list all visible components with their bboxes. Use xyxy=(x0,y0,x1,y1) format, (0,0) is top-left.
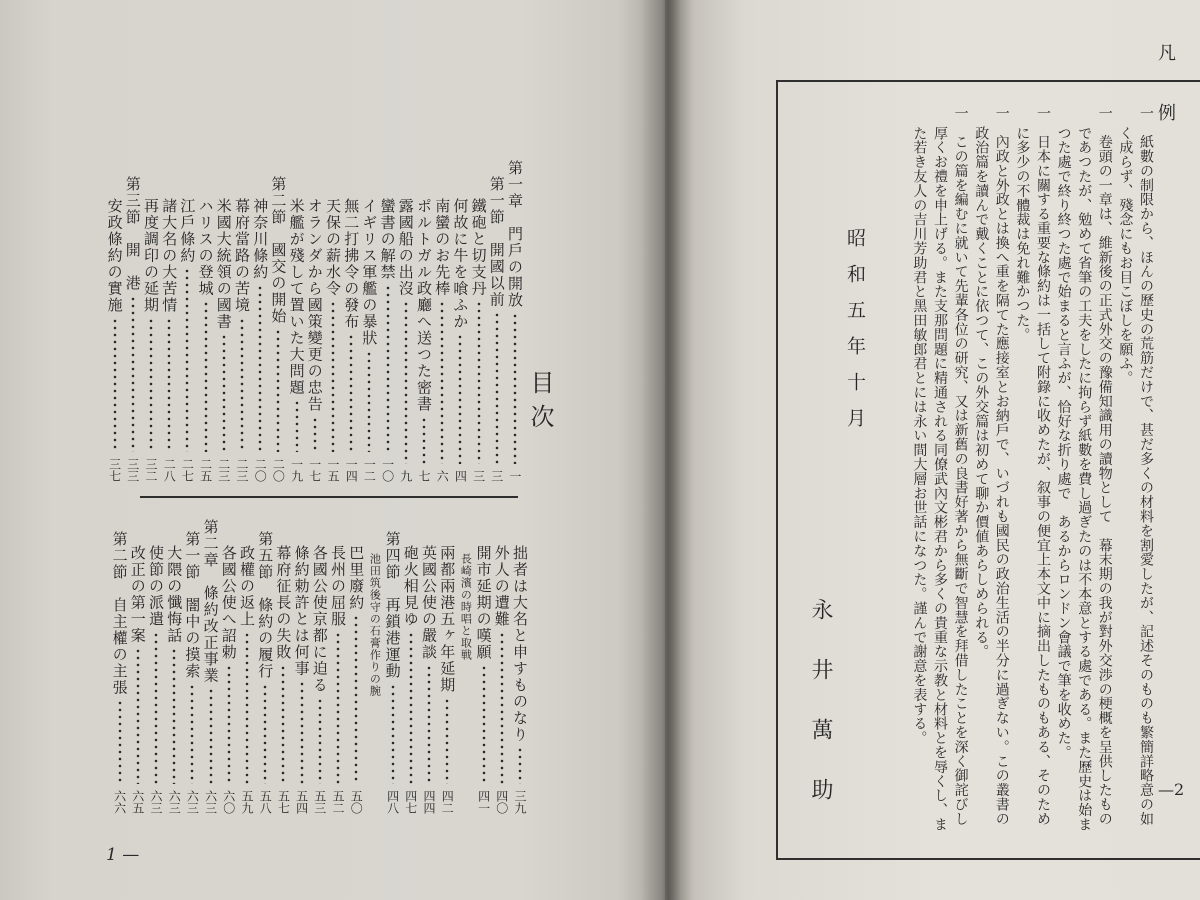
dot-leader xyxy=(263,684,267,785)
toc-entry-title: 開市延期の嘆願 xyxy=(474,545,493,661)
toc-page-number: 二〇 xyxy=(271,458,286,482)
toc-entry-title: 蠻書の解禁 xyxy=(378,198,397,281)
toc-page-number: 九 xyxy=(398,470,413,482)
toc-entry-title: 米艦が殘して置いた大問題 xyxy=(287,198,306,396)
toc-entry xyxy=(129,545,147,814)
toc-entry xyxy=(165,545,183,814)
toc-page-number: 六三 xyxy=(203,790,218,814)
toc-entry xyxy=(329,545,347,814)
toc-title: 目次 xyxy=(526,370,554,438)
toc-entry-title: 第一節 開國以前 xyxy=(487,176,506,308)
note-line: 一 この篇を編むに就いて先輩各位の研究、又は新舊の良書好著から無斷で智慧を拜借したことを深く御詫びし xyxy=(952,106,969,826)
note-line: つた處で終り終つた處で始まると言ふが、恰好な折り處で あるからロンドン會議で筆を收めた。 xyxy=(1055,126,1072,760)
dot-leader xyxy=(354,615,358,784)
note-line: 一 日本に關する重要な條約は一括して附錄に收めたが、叙事の便宜上本文中に摘出したものもある、そのため xyxy=(1035,106,1051,826)
dot-leader xyxy=(227,665,231,785)
toc-entry xyxy=(402,545,420,814)
toc-page-number: 三七 xyxy=(107,458,122,482)
toc-page-number: 二三 xyxy=(235,458,249,482)
toc-entry-title: ハリスの登城 xyxy=(196,198,215,297)
dot-leader xyxy=(409,632,413,785)
notes-body xyxy=(665,0,1200,900)
toc-entry-title: オランダから國策變更の忠告 xyxy=(305,198,324,413)
toc-entry-title: 長州の屈服 xyxy=(329,545,347,628)
note-line: であつたが、勉めて省筆の工夫をしたに拘らず紙數を費し過ぎたのは不本意とする處である。また歷史は始ま xyxy=(1076,126,1093,832)
toc-section-heading xyxy=(256,531,274,814)
dot-leader xyxy=(190,684,194,785)
note-line: 一 紙數の制限から、ほんの歷史の荒筋だけで、甚だ多くの材料を割愛したが、記述そのものも繁簡詳略意の如 xyxy=(1138,106,1154,826)
dot-leader xyxy=(427,665,431,785)
toc-note xyxy=(458,553,472,814)
toc-entry-title: 砲火相見ゆ xyxy=(401,545,420,628)
page-number: 1 — xyxy=(106,845,140,865)
toc-entry xyxy=(274,545,292,814)
dot-leader xyxy=(518,747,522,784)
toc-entry-title: 長崎濱の時唱と取戦 xyxy=(459,553,473,661)
toc-page-number: 七 xyxy=(417,470,431,482)
toc-entry-title: 改正の第一案 xyxy=(128,545,147,644)
note-line: 政治篇を讀んで戴くことに依つて、この外交篇は初めて聊か價値あらしめられる。 xyxy=(973,126,990,659)
toc-entry-title: 南蠻のお先棒 xyxy=(433,198,452,297)
toc-entry-title: 第五節 條約の履行 xyxy=(256,531,275,680)
toc-entry-title: 巴里廢約 xyxy=(347,545,366,611)
toc-entry xyxy=(511,545,529,814)
toc-page-number: 六三 xyxy=(167,790,182,814)
toc-entry-title: 各國公使京都に迫る xyxy=(310,545,329,694)
dot-leader xyxy=(118,700,122,784)
toc-page-number: 五三 xyxy=(312,790,327,814)
toc-page-number: 六〇 xyxy=(221,790,236,814)
dot-leader xyxy=(445,698,449,785)
toc-entry xyxy=(220,545,238,814)
toc-page-number: 四四 xyxy=(422,790,436,814)
toc-entry-title: 神奈川條約 xyxy=(251,198,270,281)
toc-page-number: 五九 xyxy=(240,790,254,814)
toc-page-number: 五四 xyxy=(294,790,309,814)
toc-entry xyxy=(475,545,493,814)
toc-entry-title: 天保の薪水令 xyxy=(324,198,342,297)
toc-entry-title: イギリス軍艦の暴狀 xyxy=(360,198,379,347)
dot-leader xyxy=(318,698,322,785)
toc-page-number: 五七 xyxy=(276,790,291,814)
dot-leader xyxy=(500,632,504,785)
toc-page-number: 二八 xyxy=(162,458,177,482)
toc-page-number: 二五 xyxy=(198,458,213,482)
preface-date: 昭和五年十月 xyxy=(844,228,866,444)
dot-leader xyxy=(209,688,213,784)
toc-page-number: 六六 xyxy=(112,790,127,814)
toc-entry xyxy=(311,545,329,814)
toc-entry-title: 政權の返上 xyxy=(238,545,256,628)
toc-page-number: 六三 xyxy=(185,790,200,814)
toc-entry-title: 鐵砲と切支丹 xyxy=(469,198,488,297)
toc-page-number: 六 xyxy=(435,470,450,482)
toc-entry-title: 兩都兩港五ヶ年延期 xyxy=(438,545,457,694)
note-line: に多少の不體裁は免れ難かつた。 xyxy=(1014,126,1031,342)
toc-page-number: 一五 xyxy=(326,458,340,482)
toc-page-number: 二七 xyxy=(180,458,195,482)
notes-heading: 凡例 xyxy=(1155,43,1176,163)
toc-page-number: 三 xyxy=(489,470,504,482)
toc-entry-title: 安政條約の實施 xyxy=(105,198,124,314)
toc-entry-title: 拙者は大名と申すものなり xyxy=(511,545,529,743)
note-line: く成らず、殘念にもお目こぼしを願ふ。 xyxy=(1117,126,1134,386)
dot-leader xyxy=(300,681,304,784)
toc-entry xyxy=(147,545,165,814)
toc-chapter-heading xyxy=(202,519,220,814)
toc-page-number: 三二 xyxy=(144,458,158,482)
toc-entry-title: 第二章 條約改正事業 xyxy=(201,519,220,684)
toc-page-number: 三三 xyxy=(125,458,140,482)
toc-page-number: 五八 xyxy=(258,790,273,814)
toc-note xyxy=(367,553,381,814)
toc-entry-title: 英國公使の嚴談 xyxy=(420,545,438,661)
dot-leader xyxy=(136,648,140,784)
toc-page-number: 六五 xyxy=(130,790,145,814)
dot-leader xyxy=(281,665,285,785)
toc-entry xyxy=(493,545,511,814)
toc-section-heading xyxy=(183,531,201,814)
toc-page-number: 四〇 xyxy=(494,790,509,814)
toc-page-number: 五〇 xyxy=(349,790,364,814)
toc-page-number: 四 xyxy=(453,470,468,482)
toc-page-number: 四二 xyxy=(440,790,455,814)
toc-entry-title: 露國船の出沒 xyxy=(396,198,415,297)
toc-entry-title: 外人の遭難 xyxy=(492,545,511,628)
toc-entry-title: 第二節 國交の開始 xyxy=(269,176,288,325)
note-line: 一 卷頭の一章は、維新後の正式外交の豫備知識用の讀物として 幕末期の我が對外交渉の梗概を呈供したもの xyxy=(1096,106,1113,826)
toc-section-heading xyxy=(384,531,402,814)
toc-page-number: 三 xyxy=(471,470,486,482)
toc-page-number: 二三 xyxy=(216,458,231,482)
author-name: 永井萬助 xyxy=(808,598,833,838)
toc-page-number: 一 xyxy=(508,470,522,482)
toc-entry xyxy=(438,545,456,814)
toc-section-heading xyxy=(111,531,129,814)
toc-entry-title: 無二打拂令の發布 xyxy=(342,198,361,330)
dot-leader xyxy=(154,632,158,785)
toc-page-number: 三九 xyxy=(513,790,527,814)
toc-page-number: 四一 xyxy=(476,790,491,814)
toc-entry xyxy=(238,545,256,814)
toc-page-number: 一〇 xyxy=(380,458,395,482)
toc-entry-title: 條約勅許とは何事 xyxy=(292,545,311,677)
toc-entry-title: 何故に牛を喰ふか xyxy=(451,198,470,330)
toc-entry-title: 第二節 自主權の主張 xyxy=(110,531,129,696)
page-number: —2 xyxy=(1158,780,1185,799)
toc-entry-title: 第四節 再鎖港運動 xyxy=(383,531,402,680)
toc-page-number: 四七 xyxy=(403,790,418,814)
toc-entry-title: 池田筑後守の石膏作りの腕 xyxy=(368,553,382,697)
toc-entry-title: 幕府當路の苦境 xyxy=(233,198,251,314)
toc-entry-title: 第一章 門戶の開放 xyxy=(506,160,524,309)
toc-entry-title: 幕府征長の失敗 xyxy=(274,545,293,661)
toc-entry xyxy=(347,545,365,814)
toc-entry-title: 第三節 開 港 xyxy=(123,176,142,292)
toc-entry-title: 各國公使へ詔勅 xyxy=(219,545,238,661)
dot-leader xyxy=(172,648,176,784)
note-line: 一 內政と外政とは換へ重を隔てた應接室とお納戶で、いづれも國民の政治生活の半分に過ぎない。この叢書の xyxy=(993,106,1010,826)
toc-entry-title: 米國大統領の國書 xyxy=(214,198,233,330)
dot-leader xyxy=(391,684,395,785)
toc-page-number: 二〇 xyxy=(253,458,268,482)
note-line: た若き友人の吉川芳助君と黑田敏郎君とには永い間大層お世話になつた。謹んで謝意を表する。 xyxy=(911,126,928,746)
toc-entry-title: 諸大名の大苦情 xyxy=(160,198,179,314)
toc-page-number: 一九 xyxy=(289,458,304,482)
toc-entry xyxy=(293,545,311,814)
toc-entry-title: 大隈の懺悔話 xyxy=(165,545,184,644)
right-page-explanatory-notes xyxy=(665,0,1200,900)
toc-entry-title: 第一節 闇中の摸索 xyxy=(183,531,202,680)
toc-page-number: 一二 xyxy=(362,458,377,482)
dot-leader xyxy=(336,632,340,785)
toc-page-number: 一七 xyxy=(307,458,322,482)
toc-page-number: 五二 xyxy=(331,790,345,814)
toc-entry-title: 再度調印の延期 xyxy=(142,198,160,314)
note-line: 厚くお禮を申上げる。また支那問題に精通される同僚武內文彬君から多くの貴重な示教と材料とを辱くし、ま xyxy=(932,126,948,832)
toc-entry-title: 使節の派遣 xyxy=(147,545,165,628)
dot-leader xyxy=(482,665,486,785)
toc-entry xyxy=(420,545,438,814)
toc-entry-title: ポルトガル政廳へ送つた密書 xyxy=(415,198,433,413)
toc-page-number: 六三 xyxy=(149,790,163,814)
toc-page-number: 四八 xyxy=(385,790,400,814)
dot-leader xyxy=(245,632,249,785)
toc-page-number: 一四 xyxy=(344,458,359,482)
toc-entry-title: 江戶條約 xyxy=(178,198,197,264)
